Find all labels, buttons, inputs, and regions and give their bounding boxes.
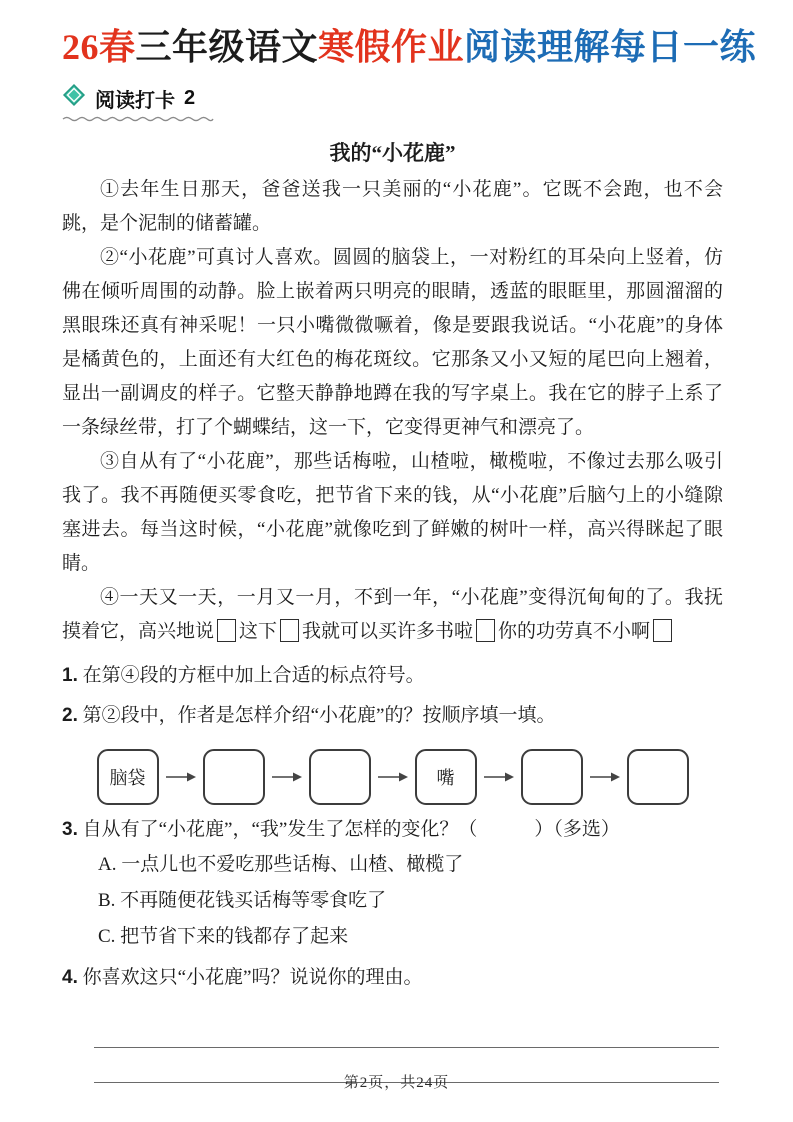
flow-box-head: 脑袋 — [97, 749, 159, 805]
paragraph-text: ④一天又一天，一月又一月，不到一年，“小花鹿”变得沉甸甸的了。我抚摸着它，高兴地说 — [62, 587, 723, 643]
question-text: 第②段中，作者是怎样介绍“小花鹿”的？按顺序填一填。 — [82, 705, 556, 727]
title-segment: 26春 — [62, 27, 136, 67]
flow-box-blank[interactable] — [521, 749, 583, 805]
question-number: 4. — [62, 967, 78, 989]
badge-label: 阅读打卡 — [95, 89, 175, 112]
title-segment: 阅读理解每日一练 — [464, 27, 757, 67]
question-3 — [62, 813, 723, 847]
title-segment: 寒假作业 — [318, 27, 465, 67]
article-paragraph-4 — [62, 581, 723, 649]
punctuation-box[interactable] — [653, 619, 672, 642]
question-number: 2. — [62, 705, 78, 727]
title-segment: 三年级语文 — [135, 27, 319, 67]
arrow-right-icon — [590, 771, 620, 783]
article-paragraph-3: ③自从有了“小花鹿”，那些话梅啦，山楂啦，橄榄啦，不像过去那么吸引我了。我不再随便买零食吃，把节省下来的钱，从“小花鹿”后脑勺上的小缝隙塞进去。每当这时候，“小花鹿”就像吃到了鲜嫩的树叶一样，高兴得眯起了眼睛。 — [62, 451, 723, 575]
option-item-c: C. 把节省下来的钱都存了起来 — [98, 926, 349, 948]
flow-box-blank[interactable] — [203, 749, 265, 805]
punctuation-box[interactable] — [280, 619, 299, 642]
question-text: 在第④段的方框中加上合适的标点符号。 — [82, 665, 425, 687]
paragraph-text: 我就可以买许多书啦 — [302, 621, 474, 643]
punctuation-box[interactable] — [476, 619, 495, 642]
punctuation-box[interactable] — [217, 619, 236, 642]
arrow-right-icon — [166, 771, 196, 783]
arrow-right-icon — [484, 771, 514, 783]
option-item-a: A. 一点儿也不爱吃那些话梅、山楂、橄榄了 — [98, 854, 464, 876]
paragraph-text: 这下 — [239, 621, 278, 643]
question-4 — [62, 961, 723, 995]
question-text: 自从有了“小花鹿”，“我”发生了怎样的变化？（ ）（多选） — [82, 819, 620, 841]
wavy-underline — [62, 115, 214, 123]
article-paragraph-2: ②“小花鹿”可真讨人喜欢。圆圆的脑袋上，一对粉红的耳朵向上竖着，仿佛在倾听周围的动静。脸上嵌着两只明亮的眼睛，透蓝的眼眶里，那圆溜溜的黑眼珠还真有神采呢！一只小嘴微微噘着，像是要跟我说话。“小花鹿”的身体是橘黄色的，上面还有大红色的梅花斑纹。它那条又小又短的尾巴向上翘着，显出一副调皮的样子。它整天静静地蹲在我的写字桌上。我在它的脖子上系了一条绿丝带，打了个蝴蝶结，这一下，它变得更神气和漂亮了。 — [62, 247, 723, 439]
arrow-right-icon — [272, 771, 302, 783]
paragraph-text: 你的功劳真不小啊 — [498, 621, 651, 643]
flow-box-blank[interactable] — [309, 749, 371, 805]
question-number: 1. — [62, 665, 78, 687]
flow-box-blank[interactable] — [627, 749, 689, 805]
arrow-right-icon — [378, 771, 408, 783]
question-text: 你喜欢这只“小花鹿”吗？说说你的理由。 — [82, 967, 423, 989]
flowchart — [66, 749, 719, 805]
answer-line[interactable] — [94, 1013, 719, 1048]
article-paragraph-1: ①去年生日那天，爸爸送我一只美丽的“小花鹿”。它既不会跑，也不会跳，是个泥制的储蓄罐。 — [62, 179, 723, 235]
question-number: 3. — [62, 819, 78, 841]
diamond-icon — [62, 83, 86, 113]
reading-badge — [62, 83, 214, 123]
page-footer: 第2页，共24页 — [343, 1075, 450, 1091]
flow-box-mouth: 嘴 — [415, 749, 477, 805]
question-1 — [62, 659, 723, 693]
article-title: 我的“小花鹿” — [329, 141, 456, 166]
worksheet-title — [62, 26, 757, 69]
badge-number: 2 — [184, 86, 196, 109]
option-item-b: B. 不再随便花钱买话梅等零食吃了 — [98, 890, 387, 912]
question-2 — [62, 699, 723, 733]
